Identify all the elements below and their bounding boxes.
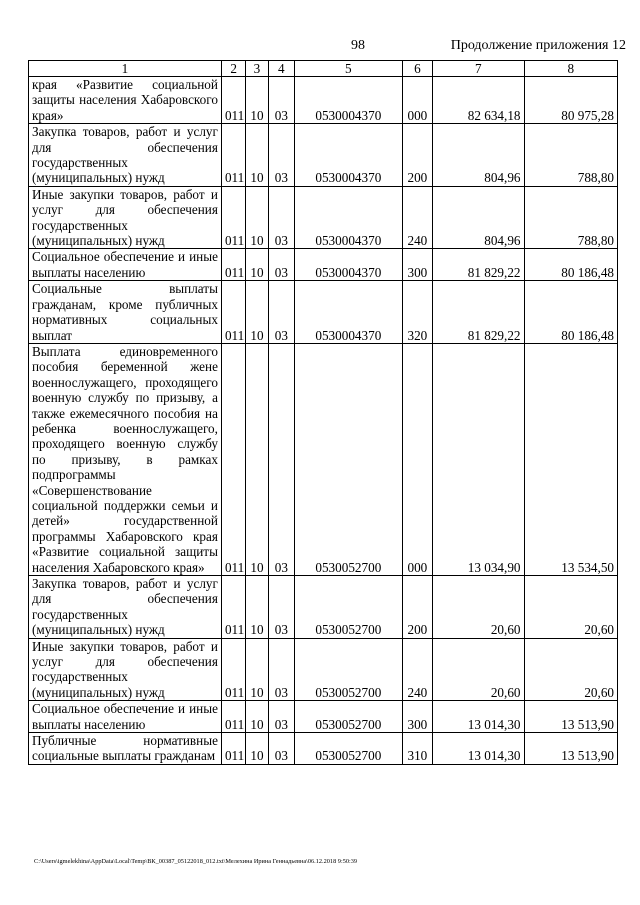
row-name: Иные закупки товаров, работ и услуг для обеспечения государственных (муниципальных) нужд (29, 186, 222, 249)
ministry-code: 011 (221, 343, 245, 575)
table-row (29, 249, 618, 281)
section-code: 10 (246, 733, 268, 765)
ministry-code: 011 (221, 77, 245, 124)
ministry-code: 011 (221, 733, 245, 765)
table-row (29, 281, 618, 344)
row-name: Социальное обеспечение и иные выплаты населению (29, 249, 222, 281)
table-row (29, 576, 618, 639)
amount-year-1: 81 829,22 (433, 249, 524, 281)
column-number: 2 (221, 61, 245, 77)
amount-year-1: 81 829,22 (433, 281, 524, 344)
expense-type-code: 200 (402, 576, 432, 639)
ministry-code: 011 (221, 249, 245, 281)
file-path-footer: C:\Users\igmelekhina\AppData\Local\Temp\ВК_00387_05122018_012.txt\Мелехина Ирина Геннадьевна\06.12.2018 9:50:39 (34, 858, 358, 865)
page-number: 98 (351, 38, 365, 53)
amount-year-2: 788,80 (524, 124, 618, 187)
ministry-code: 011 (221, 281, 245, 344)
section-code: 10 (246, 638, 268, 701)
amount-year-2: 13 513,90 (524, 701, 618, 733)
row-name: Выплата единовременного пособия беременной жене военнослужащего, проходящего военную службу по призыву, а также ежемесячного пособия на ребенка военнослужащего, проходящего военную службу по призыву, в рамках подпрограммы «Совершенствование социальной поддержки семьи и детей» государственной программы Хабаровского края «Развитие социальной защиты населения Хабаровского края» (29, 343, 222, 575)
expense-type-code: 240 (402, 638, 432, 701)
section-code: 10 (246, 701, 268, 733)
expense-type-code: 310 (402, 733, 432, 765)
section-code: 10 (246, 124, 268, 187)
expense-type-code: 300 (402, 701, 432, 733)
subsection-code: 03 (268, 576, 294, 639)
target-item-code: 0530052700 (295, 576, 403, 639)
ministry-code: 011 (221, 576, 245, 639)
subsection-code: 03 (268, 186, 294, 249)
ministry-code: 011 (221, 124, 245, 187)
subsection-code: 03 (268, 124, 294, 187)
expense-type-code: 320 (402, 281, 432, 344)
amount-year-2: 13 534,50 (524, 343, 618, 575)
amount-year-2: 80 186,48 (524, 281, 618, 344)
row-name: Закупка товаров, работ и услуг для обеспечения государственных (муниципальных) нужд (29, 576, 222, 639)
row-name: Социальные выплаты гражданам, кроме публичных нормативных социальных выплат (29, 281, 222, 344)
row-name: Публичные нормативные социальные выплаты гражданам (29, 733, 222, 765)
column-number: 8 (524, 61, 618, 77)
subsection-code: 03 (268, 733, 294, 765)
ministry-code: 011 (221, 638, 245, 701)
section-code: 10 (246, 343, 268, 575)
column-number: 5 (295, 61, 403, 77)
subsection-code: 03 (268, 281, 294, 344)
expense-type-code: 300 (402, 249, 432, 281)
column-number: 6 (402, 61, 432, 77)
row-name: Социальное обеспечение и иные выплаты населению (29, 701, 222, 733)
section-code: 10 (246, 576, 268, 639)
amount-year-2: 788,80 (524, 186, 618, 249)
amount-year-2: 13 513,90 (524, 733, 618, 765)
table-row (29, 186, 618, 249)
appendix-continuation-title: Продолжение приложения 12 (450, 38, 626, 53)
expense-type-code: 000 (402, 77, 432, 124)
column-number: 7 (433, 61, 524, 77)
amount-year-1: 13 014,30 (433, 701, 524, 733)
row-name: Иные закупки товаров, работ и услуг для обеспечения государственных (муниципальных) нужд (29, 638, 222, 701)
subsection-code: 03 (268, 701, 294, 733)
table-row (29, 77, 618, 124)
budget-table (28, 60, 618, 765)
table-row (29, 638, 618, 701)
section-code: 10 (246, 281, 268, 344)
amount-year-1: 82 634,18 (433, 77, 524, 124)
subsection-code: 03 (268, 638, 294, 701)
column-number: 4 (268, 61, 294, 77)
expense-type-code: 000 (402, 343, 432, 575)
target-item-code: 0530004370 (295, 249, 403, 281)
section-code: 10 (246, 186, 268, 249)
section-code: 10 (246, 249, 268, 281)
section-code: 10 (246, 77, 268, 124)
target-item-code: 0530004370 (295, 124, 403, 187)
ministry-code: 011 (221, 701, 245, 733)
target-item-code: 0530052700 (295, 701, 403, 733)
amount-year-2: 20,60 (524, 638, 618, 701)
amount-year-1: 13 014,30 (433, 733, 524, 765)
column-number: 1 (29, 61, 222, 77)
amount-year-1: 20,60 (433, 576, 524, 639)
column-number-row (29, 61, 618, 77)
table-row (29, 701, 618, 733)
amount-year-2: 80 975,28 (524, 77, 618, 124)
amount-year-2: 20,60 (524, 576, 618, 639)
subsection-code: 03 (268, 343, 294, 575)
table-row (29, 124, 618, 187)
expense-type-code: 240 (402, 186, 432, 249)
expense-type-code: 200 (402, 124, 432, 187)
target-item-code: 0530004370 (295, 186, 403, 249)
amount-year-1: 804,96 (433, 124, 524, 187)
target-item-code: 0530052700 (295, 343, 403, 575)
amount-year-1: 20,60 (433, 638, 524, 701)
target-item-code: 0530004370 (295, 77, 403, 124)
amount-year-1: 804,96 (433, 186, 524, 249)
column-number: 3 (246, 61, 268, 77)
amount-year-1: 13 034,90 (433, 343, 524, 575)
row-name: края «Развитие социальной защиты населения Хабаровского края» (29, 77, 222, 124)
subsection-code: 03 (268, 77, 294, 124)
table-row (29, 343, 618, 575)
target-item-code: 0530052700 (295, 733, 403, 765)
target-item-code: 0530052700 (295, 638, 403, 701)
table-row (29, 733, 618, 765)
target-item-code: 0530004370 (295, 281, 403, 344)
subsection-code: 03 (268, 249, 294, 281)
ministry-code: 011 (221, 186, 245, 249)
row-name: Закупка товаров, работ и услуг для обеспечения государственных (муниципальных) нужд (29, 124, 222, 187)
amount-year-2: 80 186,48 (524, 249, 618, 281)
